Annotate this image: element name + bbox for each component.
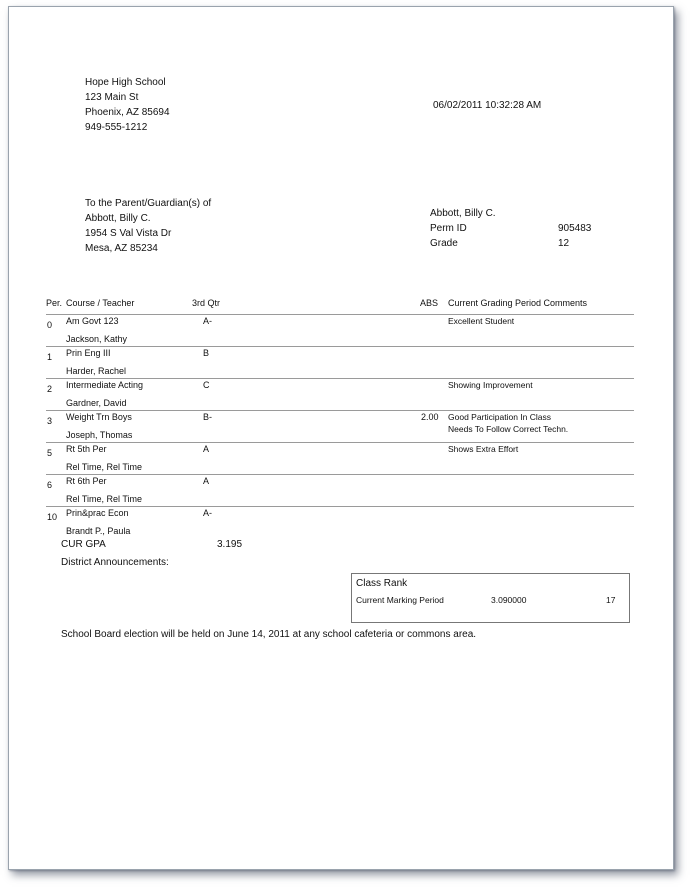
row-period: 3: [47, 416, 53, 426]
row-divider: [46, 442, 634, 443]
row-teacher: Brandt P., Paula: [66, 526, 131, 536]
mailing-name: Abbott, Billy C.: [85, 213, 151, 224]
row-grade: A: [203, 444, 210, 454]
row-comment: Showing Improvement: [448, 380, 533, 390]
row-period: 0: [47, 320, 53, 330]
row-course: Prin Eng III: [66, 348, 111, 358]
header-per: Per.: [46, 298, 63, 308]
district-announcements-label: District Announcements:: [61, 557, 169, 568]
grade-label: Grade: [430, 238, 458, 249]
report-card-page: [8, 6, 674, 870]
student-name: Abbott, Billy C.: [430, 208, 496, 219]
row-absences: 2.00: [421, 412, 439, 422]
row-divider: [46, 506, 634, 507]
row-comment-2: Needs To Follow Correct Techn.: [448, 424, 569, 434]
perm-id-label: Perm ID: [430, 223, 467, 234]
row-divider: [46, 474, 634, 475]
row-grade: A: [203, 476, 210, 486]
row-teacher: Rel Time, Rel Time: [66, 462, 143, 472]
school-street: 123 Main St: [85, 92, 139, 103]
class-rank-title: Class Rank: [356, 578, 408, 589]
gpa-value: 3.195: [217, 539, 243, 550]
row-teacher: Rel Time, Rel Time: [66, 494, 143, 504]
school-phone: 949-555-1212: [85, 122, 148, 133]
row-course: Intermediate Acting: [66, 380, 144, 390]
mailing-street: 1954 S Val Vista Dr: [85, 228, 172, 239]
row-comment: Good Participation In Class: [448, 412, 551, 422]
class-rank-value: 3.090000: [491, 595, 527, 605]
row-period: 1: [47, 352, 53, 362]
perm-id-value: 905483: [558, 223, 592, 234]
report-datetime: 06/02/2011 10:32:28 AM: [433, 100, 542, 111]
row-teacher: Gardner, David: [66, 398, 127, 408]
row-course: Weight Trn Boys: [66, 412, 132, 422]
row-course: Rt 6th Per: [66, 476, 107, 486]
row-divider: [46, 346, 634, 347]
grade-value: 12: [558, 238, 570, 249]
class-rank-number: 17: [606, 595, 616, 605]
row-comment: Excellent Student: [448, 316, 515, 326]
school-name: Hope High School: [85, 77, 166, 88]
row-teacher: Joseph, Thomas: [66, 430, 133, 440]
row-comment: Shows Extra Effort: [448, 444, 519, 454]
row-grade: A-: [203, 508, 212, 518]
row-grade: C: [203, 380, 210, 390]
class-rank-period-label: Current Marking Period: [356, 595, 444, 605]
class-rank-box: [351, 573, 630, 623]
announcement-text: School Board election will be held on June 14, 2011 at any school cafeteria or commons area.: [61, 629, 477, 640]
row-grade: B-: [203, 412, 212, 422]
row-course: Prin&prac Econ: [66, 508, 129, 518]
mailing-salutation: To the Parent/Guardian(s) of: [85, 198, 212, 209]
row-teacher: Jackson, Kathy: [66, 334, 128, 344]
row-course: Rt 5th Per: [66, 444, 107, 454]
header-course: Course / Teacher: [66, 298, 135, 308]
row-period: 5: [47, 448, 53, 458]
row-divider: [46, 378, 634, 379]
row-period: 10: [47, 512, 58, 522]
header-comments: Current Grading Period Comments: [448, 298, 588, 308]
row-teacher: Harder, Rachel: [66, 366, 127, 376]
school-city: Phoenix, AZ 85694: [85, 107, 170, 118]
header-qtr: 3rd Qtr: [192, 298, 221, 308]
row-grade: B: [203, 348, 210, 358]
row-period: 6: [47, 480, 53, 490]
row-divider: [46, 410, 634, 411]
mailing-city: Mesa, AZ 85234: [85, 243, 158, 254]
row-period: 2: [47, 384, 53, 394]
header-divider: [46, 314, 634, 315]
row-grade: A-: [203, 316, 212, 326]
header-abs: ABS: [420, 298, 439, 308]
row-course: Am Govt 123: [66, 316, 119, 326]
gpa-label: CUR GPA: [61, 539, 106, 550]
